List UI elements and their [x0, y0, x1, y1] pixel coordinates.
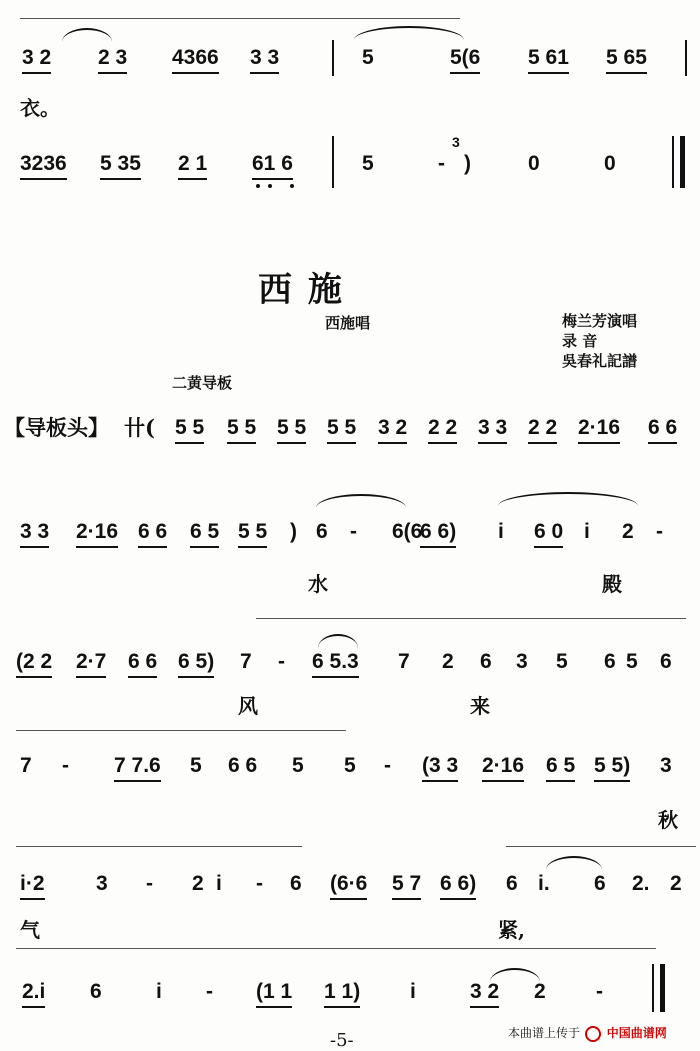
note-group: 6 6 [228, 754, 258, 777]
note-group: 2·16 [578, 416, 620, 444]
note-group: 2 [670, 872, 682, 895]
note-group: i. [538, 872, 550, 895]
slur [490, 968, 540, 982]
note-group: 6 5 [190, 520, 219, 548]
note-group: 6 [290, 872, 302, 895]
note-group: - [596, 980, 603, 1003]
watermark [508, 1024, 667, 1042]
tie-line [256, 618, 686, 619]
prelude-mark: 卄( [124, 415, 155, 440]
note-group: 5 35 [100, 152, 141, 180]
note-group: - [278, 650, 285, 673]
note-group: 6 6) [420, 520, 456, 548]
lyric: 来 [470, 694, 490, 718]
note-group: i·2 [20, 872, 45, 900]
note-group: 2·16 [482, 754, 524, 782]
note-group: 5 [362, 152, 374, 175]
barline [332, 40, 334, 76]
note-group: 6 0 [534, 520, 563, 548]
staff-line-2 [0, 136, 700, 196]
grace-note: 3 [452, 134, 460, 150]
performer: 梅兰芳演唱 [562, 312, 638, 330]
octave-dot [268, 184, 272, 188]
note-group: 7 7.6 [114, 754, 161, 782]
note-group: 2 [534, 980, 546, 1003]
note-group: 6 [90, 980, 102, 1003]
melody-line-3 [0, 740, 700, 800]
note-group: 3 3 [250, 46, 279, 74]
note-group: 6 [480, 650, 492, 673]
note-group: i [498, 520, 504, 543]
note-group: (3 3 [422, 754, 458, 782]
melody-line-1 [0, 510, 700, 570]
note-group: 6 5.3 [312, 650, 359, 678]
tie-line [16, 730, 346, 731]
note-group: 3 [96, 872, 108, 895]
note-group: 6 6 [648, 416, 677, 444]
note-group: ) [464, 152, 471, 175]
note-group: 5(6 [450, 46, 480, 74]
slur [354, 26, 464, 40]
note-group: 3236 [20, 152, 67, 180]
note-group: 2 1 [178, 152, 207, 180]
singer-role: 西施唱 [325, 314, 371, 332]
upload-text: 本曲谱上传于 [508, 1026, 581, 1040]
note-group: 3 3 [20, 520, 49, 548]
note-group: 3 3 [478, 416, 507, 444]
note-group: 2 [622, 520, 634, 543]
note-group: 6 [660, 650, 672, 673]
lyric: 气 [20, 918, 40, 942]
note-group: - [206, 980, 213, 1003]
slur [62, 28, 112, 42]
record-label: 录 音 [562, 332, 598, 350]
note-group: 7 [20, 754, 32, 777]
tie-line [16, 948, 656, 949]
slur [546, 856, 602, 870]
note-group: 6 [316, 520, 328, 543]
slur [498, 492, 638, 506]
barline [332, 136, 334, 188]
lyric: 秋 [658, 808, 678, 832]
tie-line [20, 18, 460, 19]
note-group: 5 [556, 650, 568, 673]
melody-line-4 [0, 850, 700, 910]
prelude-label: 【导板头】 [4, 415, 109, 440]
note-group: 7 [398, 650, 410, 673]
barline [652, 964, 654, 1012]
note-group: 5 [362, 46, 374, 69]
note-group: 3 2 [22, 46, 51, 74]
lyric: 风 [238, 694, 258, 718]
note-group: 2·16 [76, 520, 118, 548]
transcriber: 吳春礼記譜 [562, 352, 638, 370]
note-group: 3 [660, 754, 672, 777]
note-group: 3 2 [470, 980, 499, 1008]
note-group: 61 6 [252, 152, 293, 180]
song-title: 西 施 [258, 270, 344, 310]
note-group: i [156, 980, 162, 1003]
note-group: - [438, 152, 445, 175]
note-group: 6 6) [440, 872, 476, 900]
octave-dot [290, 184, 294, 188]
note-group: 6 5 [546, 754, 575, 782]
note-group: 7 [240, 650, 252, 673]
melody-line-5 [0, 958, 700, 1018]
note-group: 2 2 [428, 416, 457, 444]
note-group: 5 7 [392, 872, 421, 900]
slur [316, 494, 406, 508]
note-group: - [146, 872, 153, 895]
note-group: 6 5) [178, 650, 214, 678]
note-group: 5 [626, 650, 638, 673]
note-group: 3 2 [378, 416, 407, 444]
staff-line-1 [0, 40, 700, 100]
tie-line [506, 846, 696, 847]
note-group: 2. [632, 872, 650, 895]
note-group: ) [290, 520, 297, 543]
note-group: (2 2 [16, 650, 52, 678]
note-group: 6 [604, 650, 616, 673]
note-group: 3 [516, 650, 528, 673]
note-group: i [410, 980, 416, 1003]
note-group: - [384, 754, 391, 777]
lyric: 衣。 [20, 96, 60, 120]
note-group: 1 1) [324, 980, 360, 1008]
note-group: 5 61 [528, 46, 569, 74]
note-group: 5 5 [327, 416, 356, 444]
note-group: 6 [594, 872, 606, 895]
barline [672, 136, 674, 188]
note-group: 5 [344, 754, 356, 777]
mode-label: 二黄导板 [172, 374, 233, 392]
note-group: 5 5) [594, 754, 630, 782]
lyric: 紧, [498, 918, 525, 942]
note-group: 6 [506, 872, 518, 895]
lyric: 殿 [602, 572, 622, 596]
note-group: 0 [604, 152, 616, 175]
note-group: i [216, 872, 222, 895]
site-logo-icon [585, 1026, 601, 1042]
note-group: 0 [528, 152, 540, 175]
page-number: -5- [330, 1030, 354, 1051]
note-group: i [584, 520, 590, 543]
note-group: 2·7 [76, 650, 106, 678]
site-name: 中国曲谱网 [606, 1026, 667, 1040]
note-group: - [350, 520, 357, 543]
melody-line-2 [0, 636, 700, 696]
octave-dot [256, 184, 260, 188]
note-group: 6 6 [138, 520, 167, 548]
note-group: 6 6 [128, 650, 157, 678]
note-group: - [656, 520, 663, 543]
note-group: 2.i [22, 980, 45, 1008]
prelude-line [0, 410, 700, 470]
note-group: 5 5 [175, 416, 204, 444]
note-group: (1 1 [256, 980, 292, 1008]
note-group: 5 5 [227, 416, 256, 444]
note-group: 5 [292, 754, 304, 777]
note-group: 4366 [172, 46, 219, 74]
note-group: 6(6 [392, 520, 423, 543]
note-group: (6·6 [330, 872, 367, 900]
note-group: 5 65 [606, 46, 647, 74]
note-group: 2 [442, 650, 454, 673]
end-barline [680, 136, 685, 188]
slur [318, 634, 358, 648]
barline [685, 40, 687, 76]
note-group: 2 [192, 872, 204, 895]
lyric: 水 [308, 572, 328, 596]
note-group: 2 3 [98, 46, 127, 74]
note-group: 5 [190, 754, 202, 777]
note-group: - [62, 754, 69, 777]
note-group: 5 5 [277, 416, 306, 444]
tie-line [16, 846, 302, 847]
note-group: 2 2 [528, 416, 557, 444]
end-barline [660, 964, 665, 1012]
note-group: 5 5 [238, 520, 267, 548]
note-group: - [256, 872, 263, 895]
